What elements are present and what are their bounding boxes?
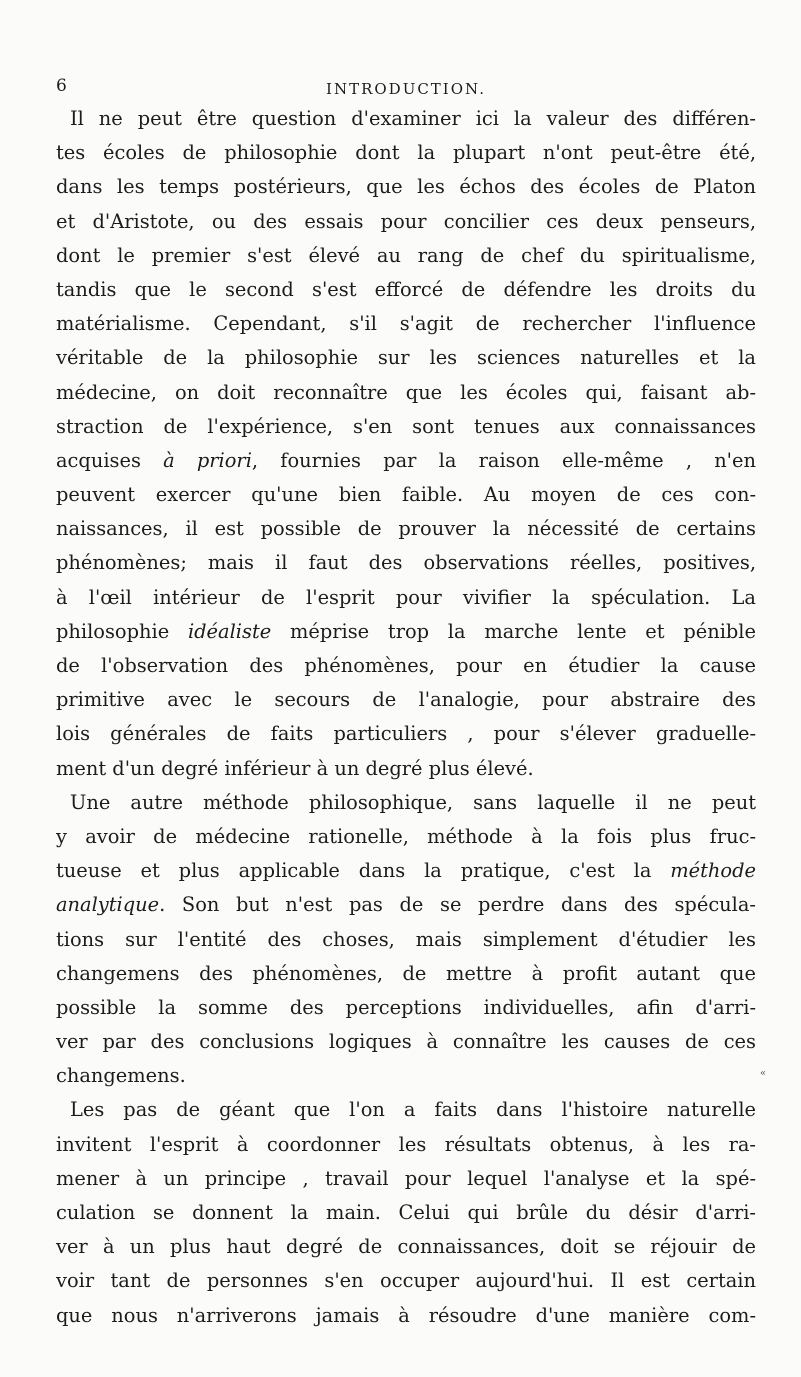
italic-term: idéaliste xyxy=(187,619,272,643)
text-line: possible la somme des perceptions individuelles, afin d'arri- xyxy=(56,995,756,1019)
text-line: phénomènes; mais il faut des observations réelles, positives, xyxy=(56,551,756,575)
text-line: mener à un principe , travail pour lequel l'analyse et la spé- xyxy=(56,1166,756,1190)
text-line: à l'œil intérieur de l'esprit pour vivifier la spéculation. La xyxy=(56,585,756,609)
text-line: culation se donnent la main. Celui qui brûle du désir d'arri- xyxy=(56,1201,756,1224)
running-head: INTRODUCTION. xyxy=(326,80,486,98)
text-line: voir tant de personnes s'en occuper aujourd'hui. Il est certain xyxy=(56,1269,756,1293)
italic-term: méthode xyxy=(670,859,756,883)
body-text xyxy=(56,102,756,1333)
text-line: primitive avec le secours de l'analogie, pour abstraire des xyxy=(56,688,756,712)
page-number: 6 xyxy=(56,76,67,96)
text-segment: méprise trop la marche lente et pénible xyxy=(271,619,756,643)
text-line: y avoir de médecine rationelle, méthode à la fois plus fruc- xyxy=(56,824,756,848)
text-line: dont le premier s'est élevé au rang de chef du spiritualisme, xyxy=(56,243,756,267)
text-line xyxy=(56,888,756,922)
text-line: changemens des phénomènes, de mettre à profit autant que xyxy=(56,961,756,985)
text-segment: acquises xyxy=(56,448,164,472)
italic-term: à priori xyxy=(163,448,252,472)
text-line: ver par des conclusions logiques à connaître les causes de ces xyxy=(56,1030,756,1054)
margin-mark: « xyxy=(760,1068,767,1079)
text-line: Il ne peut être question d'examiner ici la valeur des différen- xyxy=(70,107,756,130)
text-line: Les pas de géant que l'on a faits dans l'histoire naturelle xyxy=(70,1098,756,1122)
text-line: que nous n'arriverons jamais à résoudre d'une manière com- xyxy=(56,1303,756,1327)
text-line: tandis que le second s'est efforcé de défendre les droits du xyxy=(56,277,756,301)
text-line xyxy=(56,854,756,888)
italic-term: analytique xyxy=(56,893,160,917)
text-line: ment d'un degré inférieur à un degré plus élevé. xyxy=(56,756,534,780)
text-line: lois générales de faits particuliers , pour s'élever graduelle- xyxy=(56,722,756,746)
text-line: straction de l'expérience, s'en sont tenues aux connaissances xyxy=(56,414,756,438)
text-line: et d'Aristote, ou des essais pour concilier ces deux penseurs, xyxy=(56,209,756,233)
text-line: ver à un plus haut degré de connaissances, doit se réjouir de xyxy=(56,1235,756,1259)
text-line xyxy=(56,615,756,649)
text-line: véritable de la philosophie sur les sciences naturelles et la xyxy=(56,346,756,370)
text-line: peuvent exercer qu'une bien faible. Au moyen de ces con- xyxy=(56,483,756,507)
text-line: naissances, il est possible de prouver la nécessité de certains xyxy=(56,517,756,541)
text-line: invitent l'esprit à coordonner les résultats obtenus, à les ra- xyxy=(56,1132,756,1156)
text-line: matérialisme. Cependant, s'il s'agit de rechercher l'influence xyxy=(56,312,756,336)
text-line: changemens. xyxy=(56,1064,186,1088)
text-line xyxy=(56,444,756,478)
text-segment: philosophie xyxy=(56,619,188,643)
text-line: de l'observation des phénomènes, pour en étudier la cause xyxy=(56,654,756,677)
text-segment: tueuse et plus applicable dans la pratique, c'est la xyxy=(56,859,671,883)
text-line: dans les temps postérieurs, que les échos des écoles de Platon xyxy=(56,175,756,199)
text-segment: . Son but n'est pas de se perdre dans des spécula- xyxy=(159,893,756,917)
text-line: Une autre méthode philosophique, sans laquelle il ne peut xyxy=(70,790,756,814)
text-line: tions sur l'entité des choses, mais simplement d'étudier les xyxy=(56,927,756,951)
text-segment: , fournies par la raison elle-même , n'en xyxy=(251,448,756,472)
page-header xyxy=(56,76,756,102)
text-line: tes écoles de philosophie dont la plupart n'ont peut-être été, xyxy=(56,141,756,165)
text-line: médecine, on doit reconnaître que les écoles qui, faisant ab- xyxy=(56,380,756,404)
